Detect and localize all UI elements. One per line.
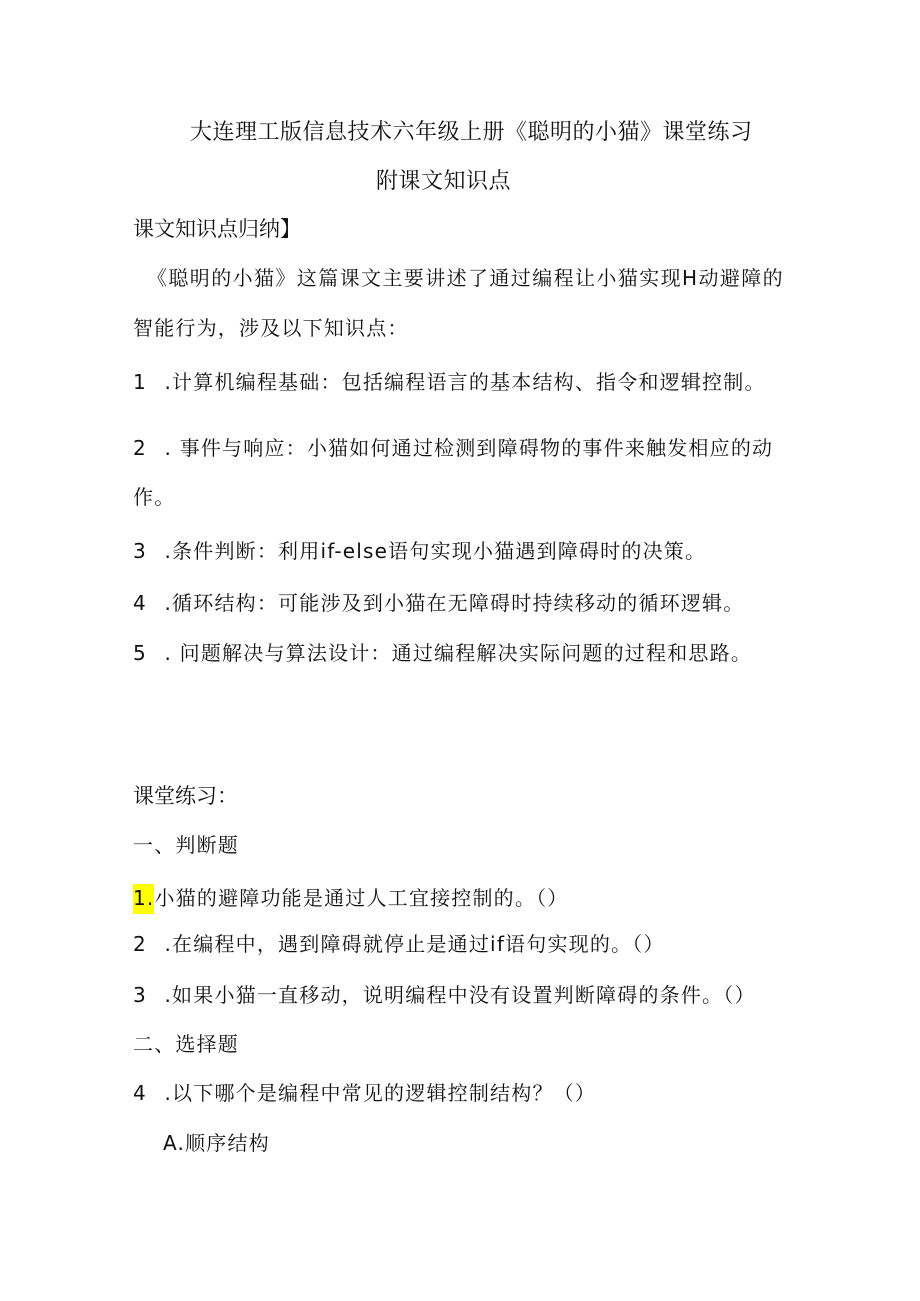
question-1 [133,884,568,914]
intro-line-2: 智能行为，涉及以下知识点： [133,316,409,340]
question-text: 小猫的避障功能是通过人工宜接控制的。（） [154,886,569,910]
question-number: 2 [133,932,147,956]
knowledge-point-1 [133,372,766,392]
point-text: .条件判断：利用if-else语句实现小猫遇到障碍时的决策。 [164,539,707,563]
point-text: . 事件与响应：小猫如何通过检测到障碍物的事件来触发相应的动 [164,436,774,460]
point-text: .循环结构：可能涉及到小猫在无障碍时持续移动的循环逻辑。 [164,591,745,615]
point-text: . 问题解决与算法设计：通过编程解决实际问题的过程和思路。 [164,641,753,665]
knowledge-point-5 [133,643,752,663]
knowledge-point-2 [133,438,773,458]
question-3 [133,985,756,1005]
question-number: 3 [133,983,147,1007]
question-text: .以下哪个是编程中常见的逻辑控制结构？（） [164,1081,597,1105]
document-title: 大连理工版信息技术六年级上册《聪明的小猫》课堂练习 [190,120,753,145]
section-multiple-choice: 二、选择题 [133,1032,239,1056]
point-text: .计算机编程基础：包括编程语言的基本结构、指令和逻辑控制。 [164,370,766,394]
option-a: A.顺序结构 [163,1131,270,1155]
point-number: 1 [133,370,147,394]
point-number: 2 [133,436,147,460]
knowledge-point-3 [133,541,706,561]
knowledge-point-2-continuation: 作。 [133,485,176,509]
knowledge-point-4 [133,593,744,613]
question-text: .如果小猫一直移动，说明编程中没有设置判断障碍的条件。（） [164,983,756,1007]
knowledge-heading: 课文知识点归纳】 [133,217,301,241]
question-number: 4 [133,1081,147,1105]
document-subtitle: 附课文知识点 [376,169,512,194]
practice-heading: 课堂练习： [133,784,238,808]
intro-line-1: 《聪明的小猫》这篇课文主要讲述了通过编程让小猫实现H动避障的 [147,266,785,290]
point-number: 4 [133,591,147,615]
question-text: .在编程中，遇到障碍就停止是通过if语句实现的。（） [164,932,665,956]
point-number: 3 [133,539,147,563]
question-number-highlighted: 1. [133,884,154,914]
question-4 [133,1083,596,1103]
section-true-false: 一、判断题 [133,833,239,857]
question-2 [133,934,665,954]
point-number: 5 [133,641,147,665]
